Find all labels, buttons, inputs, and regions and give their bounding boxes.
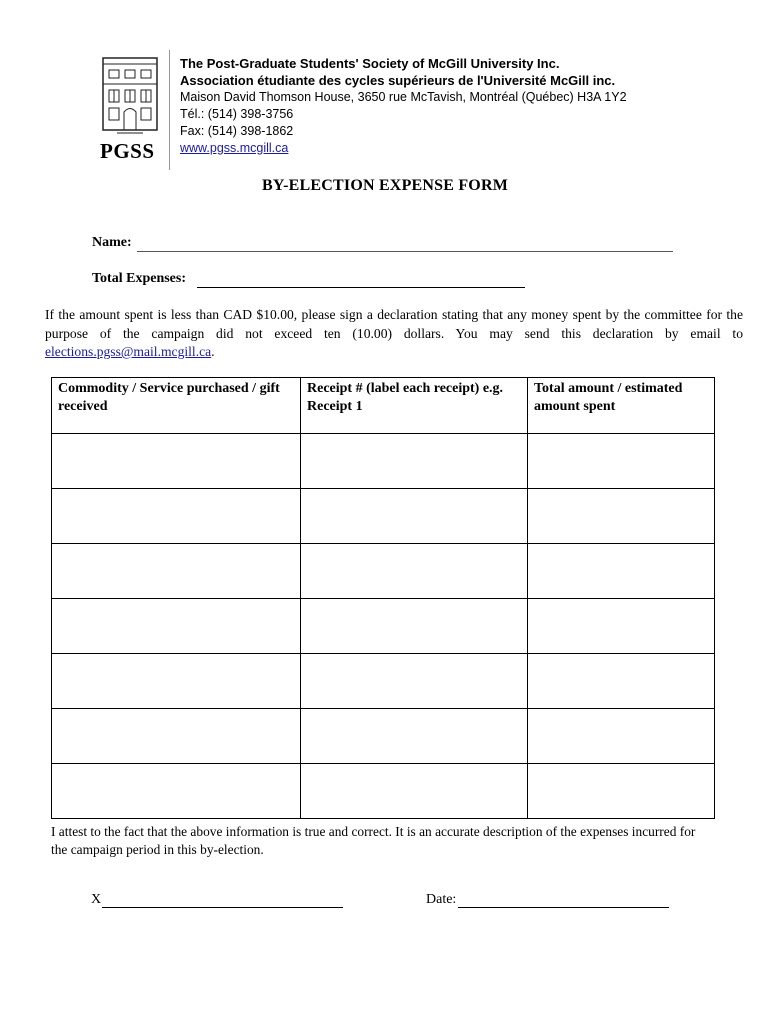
table-row: [52, 489, 715, 544]
org-fax: Fax: (514) 398-1862: [180, 124, 294, 138]
receipt-cell[interactable]: [301, 599, 528, 654]
amount-cell[interactable]: [528, 654, 715, 709]
commodity-cell[interactable]: [52, 489, 301, 544]
org-name-en: The Post-Graduate Students' Society of McGill University Inc.: [180, 56, 560, 71]
org-name-fr: Association étudiante des cycles supérieurs de l'Université McGill inc.: [180, 73, 616, 88]
receipt-cell[interactable]: [301, 489, 528, 544]
receipt-cell[interactable]: [301, 709, 528, 764]
table-row: [52, 434, 715, 489]
table-header-row: [52, 378, 715, 434]
table-row: [52, 599, 715, 654]
amount-cell[interactable]: [528, 544, 715, 599]
expense-rows: [52, 434, 715, 819]
amount-cell[interactable]: [528, 709, 715, 764]
elections-email-link[interactable]: elections.pgss@mail.mcgill.ca: [45, 344, 212, 359]
commodity-cell[interactable]: [52, 544, 301, 599]
header-commodity: Commodity / Service purchased / gift received: [52, 378, 301, 434]
amount-cell[interactable]: [528, 489, 715, 544]
date-label: Date:: [426, 892, 457, 907]
receipt-cell[interactable]: [301, 764, 528, 819]
commodity-cell[interactable]: [52, 434, 301, 489]
name-field[interactable]: [137, 251, 673, 252]
instructions-paragraph: [45, 306, 743, 362]
commodity-cell[interactable]: [52, 599, 301, 654]
receipt-cell[interactable]: [301, 654, 528, 709]
table-row: [52, 544, 715, 599]
commodity-cell[interactable]: [52, 654, 301, 709]
amount-cell[interactable]: [528, 599, 715, 654]
instructions-end: .: [211, 344, 215, 359]
org-address: Maison David Thomson House, 3650 rue McTavish, Montréal (Québec) H3A 1Y2: [180, 90, 627, 104]
header-amount: Total amount / estimated amount spent: [528, 378, 715, 434]
page-title: BY-ELECTION EXPENSE FORM: [261, 177, 509, 194]
table-row: [52, 709, 715, 764]
instructions-text: If the amount spent is less than CAD $10.00, please sign a declaration stating that any money spent by the committee for the purpose of the campaign did not exceed ten (10.00) dollars. You may send this declaration by email to: [45, 307, 743, 341]
expense-table: [51, 377, 715, 819]
amount-cell[interactable]: [528, 434, 715, 489]
receipt-cell[interactable]: [301, 434, 528, 489]
attestation-statement: I attest to the fact that the above information is true and correct. It is an accurate description of the expenses incurred for the campaign period in this by-election.: [51, 824, 696, 857]
name-label: Name:: [92, 235, 132, 250]
amount-cell[interactable]: [528, 764, 715, 819]
receipt-cell[interactable]: [301, 544, 528, 599]
table-row: [52, 764, 715, 819]
date-field[interactable]: [458, 907, 669, 908]
table-row: [52, 654, 715, 709]
org-tel: Tél.: (514) 398-3756: [180, 107, 294, 121]
total-expenses-label: Total Expenses:: [92, 271, 187, 286]
org-info: [180, 55, 627, 157]
total-expenses-field[interactable]: [197, 287, 525, 288]
logo-text: PGSS: [100, 139, 155, 163]
signature-field[interactable]: [102, 907, 343, 908]
commodity-cell[interactable]: [52, 764, 301, 819]
signature-prefix: X: [91, 892, 102, 907]
header-receipt: Receipt # (label each receipt) e.g. Receipt 1: [301, 378, 528, 434]
commodity-cell[interactable]: [52, 709, 301, 764]
org-website-link[interactable]: www.pgss.mcgill.ca: [180, 141, 289, 155]
